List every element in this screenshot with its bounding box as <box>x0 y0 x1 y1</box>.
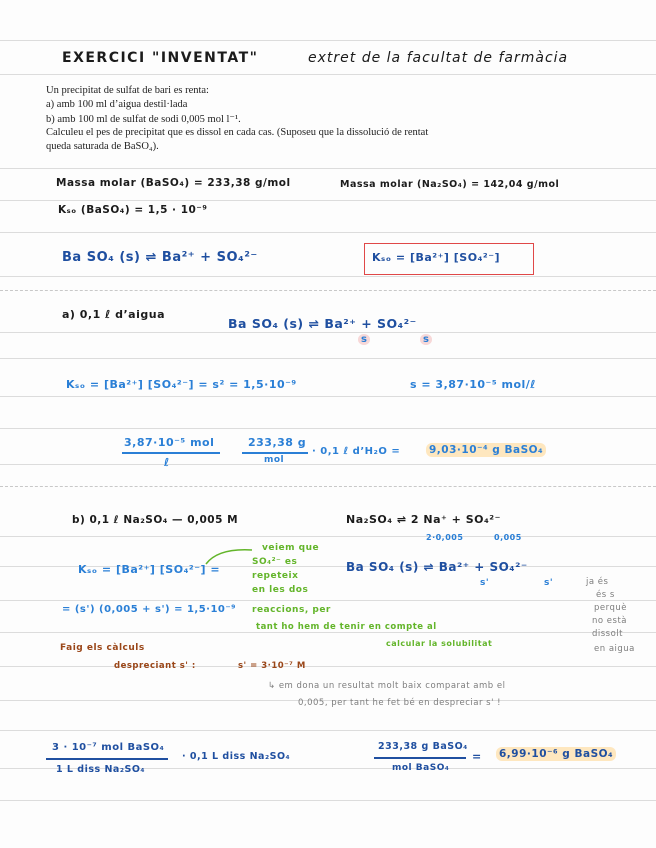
statement-line-2: a) amb 100 ml d’aigua destil·lada <box>46 99 188 110</box>
grey-note-3: perquè <box>594 603 627 613</box>
part-a-frac2-num: 233,38 g <box>248 436 307 449</box>
part-b-diss-left: 2·0,005 <box>426 533 464 542</box>
final-result-value: 6,99·10⁻⁶ g BaSO₄ <box>496 747 616 761</box>
part-b-ksp-line: Kₛₒ = [Ba²⁺] [SO₄²⁻] = <box>78 563 221 576</box>
green-note-4: en les dos <box>252 585 309 595</box>
final-mid: · 0,1 L diss Na₂SO₄ <box>182 751 291 762</box>
part-a-label: a) 0,1 ℓ d’aigua <box>62 308 165 321</box>
green-arrow-icon <box>200 546 260 566</box>
part-a-frac2-den: mol <box>264 455 285 465</box>
part-a-s1: s <box>358 334 370 345</box>
part-a-ksp-line: Kₛₒ = [Ba²⁺] [SO₄²⁻] = s² = 1,5·10⁻⁹ <box>66 378 297 391</box>
part-b-label: b) 0,1 ℓ Na₂SO₄ — 0,005 M <box>72 514 239 526</box>
statement-line-5: queda saturada de BaSO₄). <box>46 141 159 152</box>
statement-line-1: Un precipitat de sulfat de bari es renta: <box>46 85 209 96</box>
part-a-s-value: s = 3,87·10⁻⁵ mol/ℓ <box>410 378 536 391</box>
final-equals: = <box>472 750 482 763</box>
ksp-expression: Kₛₒ = [Ba²⁺] [SO₄²⁻] <box>372 251 501 264</box>
grey-note-5: dissolt <box>592 629 624 639</box>
part-b-s-prime-1: s' <box>480 578 490 588</box>
green-note-1: veiem que <box>262 543 320 553</box>
grey-note-2: és s <box>596 590 615 600</box>
part-b-dissociation: Na₂SO₄ ⇌ 2 Na⁺ + SO₄²⁻ <box>346 513 501 526</box>
final-den-1: 1 L diss Na₂SO₄ <box>56 764 146 775</box>
equilibrium-reaction: Ba SO₄ (s) ⇌ Ba²⁺ + SO₄²⁻ <box>62 250 258 265</box>
part-b-diss-right: 0,005 <box>494 533 522 542</box>
green-note-3: repeteix <box>252 571 299 581</box>
grey-note-4: no està <box>592 616 627 626</box>
part-a-s2: s <box>420 334 432 345</box>
statement-line-4: Calculeu el pes de precipitat que es dissol en cada cas. (Suposeu que la dissolució de rentat <box>46 127 429 138</box>
molar-mass-baso4: Massa molar (BaSO₄) = 233,38 g/mol <box>56 177 291 189</box>
statement-line-3: b) amb 100 ml de sulfat de sodi 0,005 mol l⁻¹. <box>46 114 241 125</box>
brown-note-1: Faig els càlculs <box>60 643 145 653</box>
ksp-value: Kₛₒ (BaSO₄) = 1,5 · 10⁻⁹ <box>58 204 208 216</box>
grey-comment-2: 0,005, per tant he fet bé en despreciar s' ! <box>298 698 502 708</box>
grey-comment-1: ↳ em dona un resultat molt baix comparat amb el <box>268 681 506 691</box>
title-right: extret de la facultat de farmàcia <box>308 50 569 66</box>
final-num-1: 3 · 10⁻⁷ mol BaSO₄ <box>52 742 165 753</box>
grey-note-6: en aigua <box>594 644 635 654</box>
final-frac1-bar <box>46 758 168 760</box>
part-a-frac1-bar <box>122 452 220 454</box>
part-a-reaction: Ba SO₄ (s) ⇌ Ba²⁺ + SO₄²⁻ <box>228 316 417 331</box>
brown-note-2: despreciant s' : <box>114 661 196 671</box>
title-left: EXERCICI "INVENTAT" <box>62 50 259 66</box>
molar-mass-na2so4: Massa molar (Na₂SO₄) = 142,04 g/mol <box>340 179 560 190</box>
part-a-frac2-bar <box>242 452 308 454</box>
green-note-2: SO₄²⁻ es <box>252 557 298 567</box>
final-num-2: 233,38 g BaSO₄ <box>378 741 468 752</box>
part-a-frac1-den: ℓ <box>164 456 170 469</box>
part-b-eq-line: = (s') (0,005 + s') = 1,5·10⁻⁹ <box>62 604 237 615</box>
green-note-6: tant ho hem de tenir en compte al <box>256 622 437 632</box>
part-b-s-prime-2: s' <box>544 578 554 588</box>
part-a-frac1-num: 3,87·10⁻⁵ mol <box>124 436 215 449</box>
part-a-result-value: 9,03·10⁻⁴ g BaSO₄ <box>426 443 546 457</box>
green-note-5: reaccions, per <box>252 605 331 615</box>
part-a-result: · 0,1 ℓ d’H₂O = <box>312 446 401 457</box>
part-b-reaction: Ba SO₄ (s) ⇌ Ba²⁺ + SO₄²⁻ <box>346 560 528 574</box>
final-den-2: mol BaSO₄ <box>392 763 450 773</box>
final-frac2-bar <box>374 757 466 759</box>
green-note-7: calcular la solubilitat <box>386 639 493 648</box>
s-prime-value: s' = 3·10⁻⁷ M <box>238 661 306 671</box>
grey-note-1: ja és <box>586 577 609 587</box>
